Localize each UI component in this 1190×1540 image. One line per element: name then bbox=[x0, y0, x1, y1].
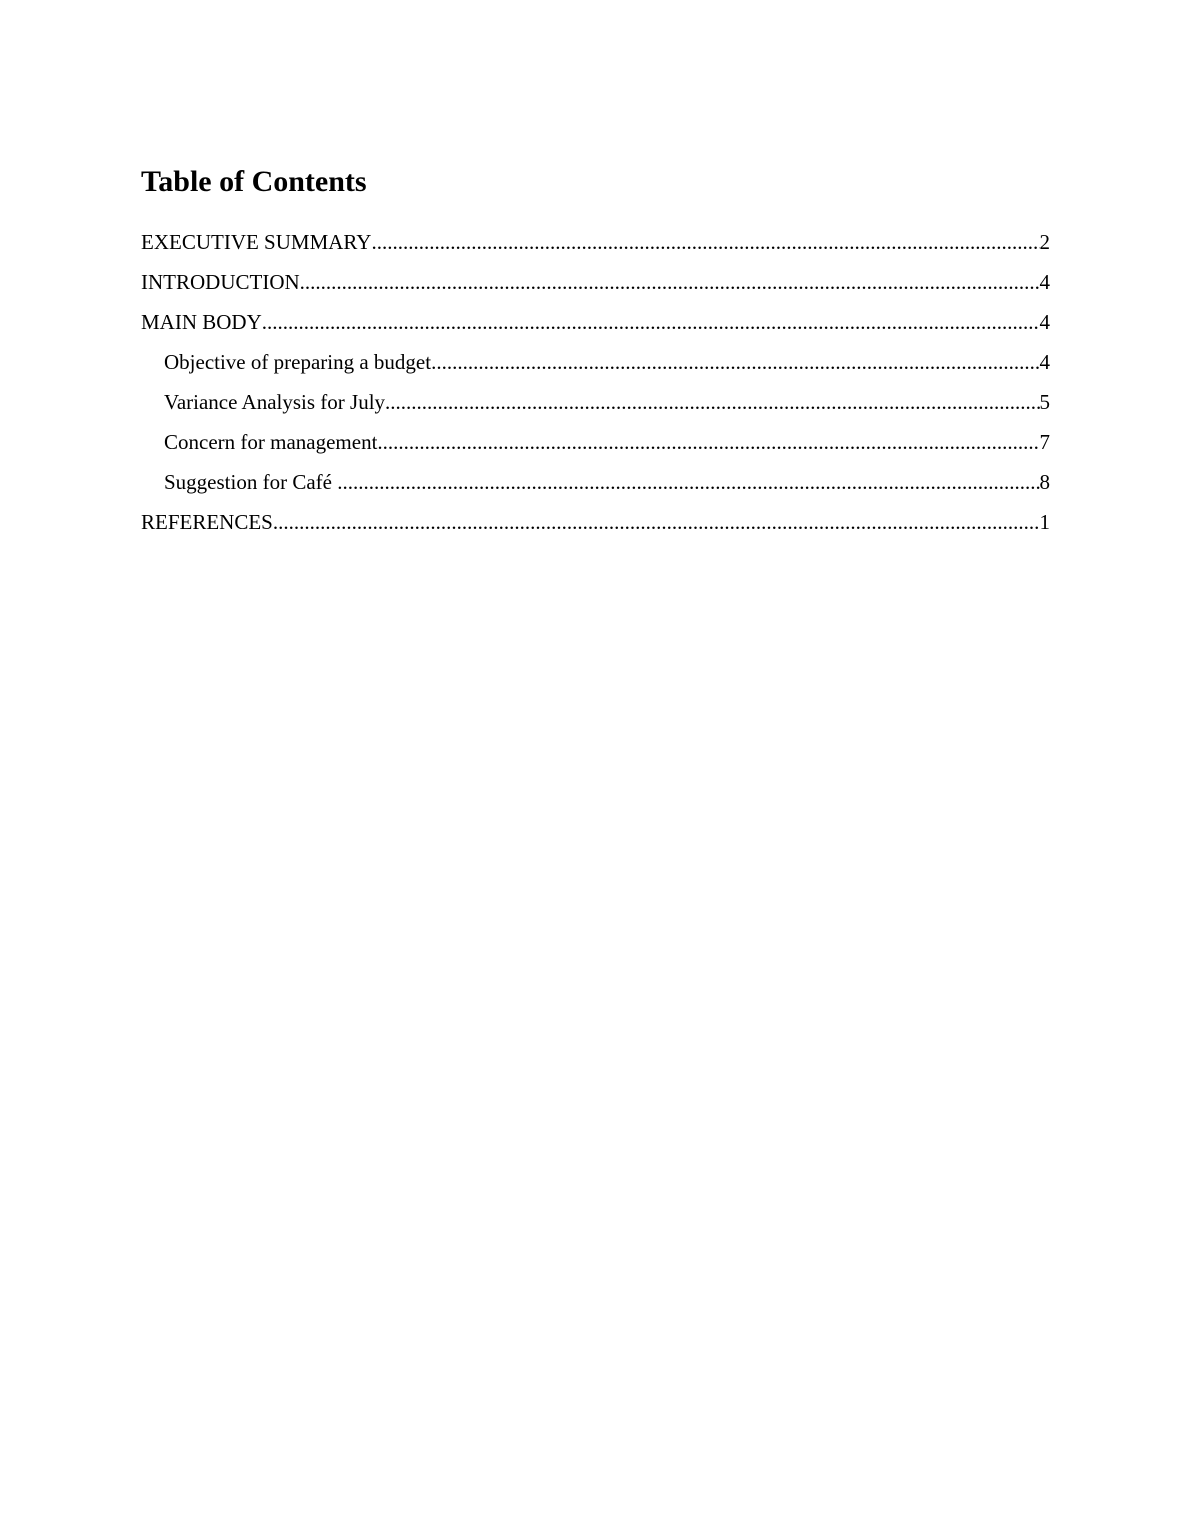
toc-entry-text: INTRODUCTION bbox=[141, 270, 300, 294]
toc-title: Table of Contents bbox=[141, 165, 367, 198]
toc-dot-leader bbox=[371, 228, 1039, 256]
toc-page-number: 8 bbox=[1039, 470, 1050, 494]
toc-entry-text: EXECUTIVE SUMMARY bbox=[141, 230, 372, 254]
toc-dot-leader bbox=[431, 348, 1039, 376]
toc-entry-suggestion-for-cafe[interactable] bbox=[141, 468, 1050, 508]
toc-entry-text: Concern for management bbox=[164, 430, 378, 454]
toc-entry-introduction[interactable] bbox=[141, 268, 1050, 308]
toc-page-number: 7 bbox=[1039, 430, 1050, 454]
toc-entry-main-body[interactable] bbox=[141, 308, 1050, 348]
toc-dot-leader bbox=[273, 508, 1040, 536]
toc-entry-text: Suggestion for Café bbox=[164, 470, 338, 494]
toc-dot-leader bbox=[385, 388, 1039, 416]
toc-page-number: 4 bbox=[1039, 350, 1050, 374]
toc-page-number: 4 bbox=[1039, 270, 1050, 294]
toc-entry-concern-for-management[interactable] bbox=[141, 428, 1050, 468]
toc-page-number: 5 bbox=[1039, 390, 1050, 414]
toc-entry-text: Variance Analysis for July bbox=[164, 390, 386, 414]
toc-entry-references[interactable] bbox=[141, 508, 1050, 548]
toc-entry-executive-summary[interactable] bbox=[141, 228, 1050, 268]
toc-page-number: 2 bbox=[1039, 230, 1050, 254]
toc-dot-leader bbox=[377, 428, 1039, 456]
toc-page-number: 4 bbox=[1039, 310, 1050, 334]
toc-list bbox=[141, 228, 1050, 548]
toc-entry-objective-of-preparing-a-budget[interactable] bbox=[141, 348, 1050, 388]
toc-dot-leader bbox=[300, 268, 1040, 296]
toc-page-number: 1 bbox=[1039, 510, 1050, 534]
toc-entry-variance-analysis-for-july[interactable] bbox=[141, 388, 1050, 428]
toc-entry-text: Objective of preparing a budget bbox=[164, 350, 432, 374]
toc-dot-leader bbox=[337, 468, 1039, 496]
toc-entry-text: MAIN BODY bbox=[141, 310, 262, 334]
toc-dot-leader bbox=[262, 308, 1040, 336]
toc-entry-text: REFERENCES bbox=[141, 510, 273, 534]
